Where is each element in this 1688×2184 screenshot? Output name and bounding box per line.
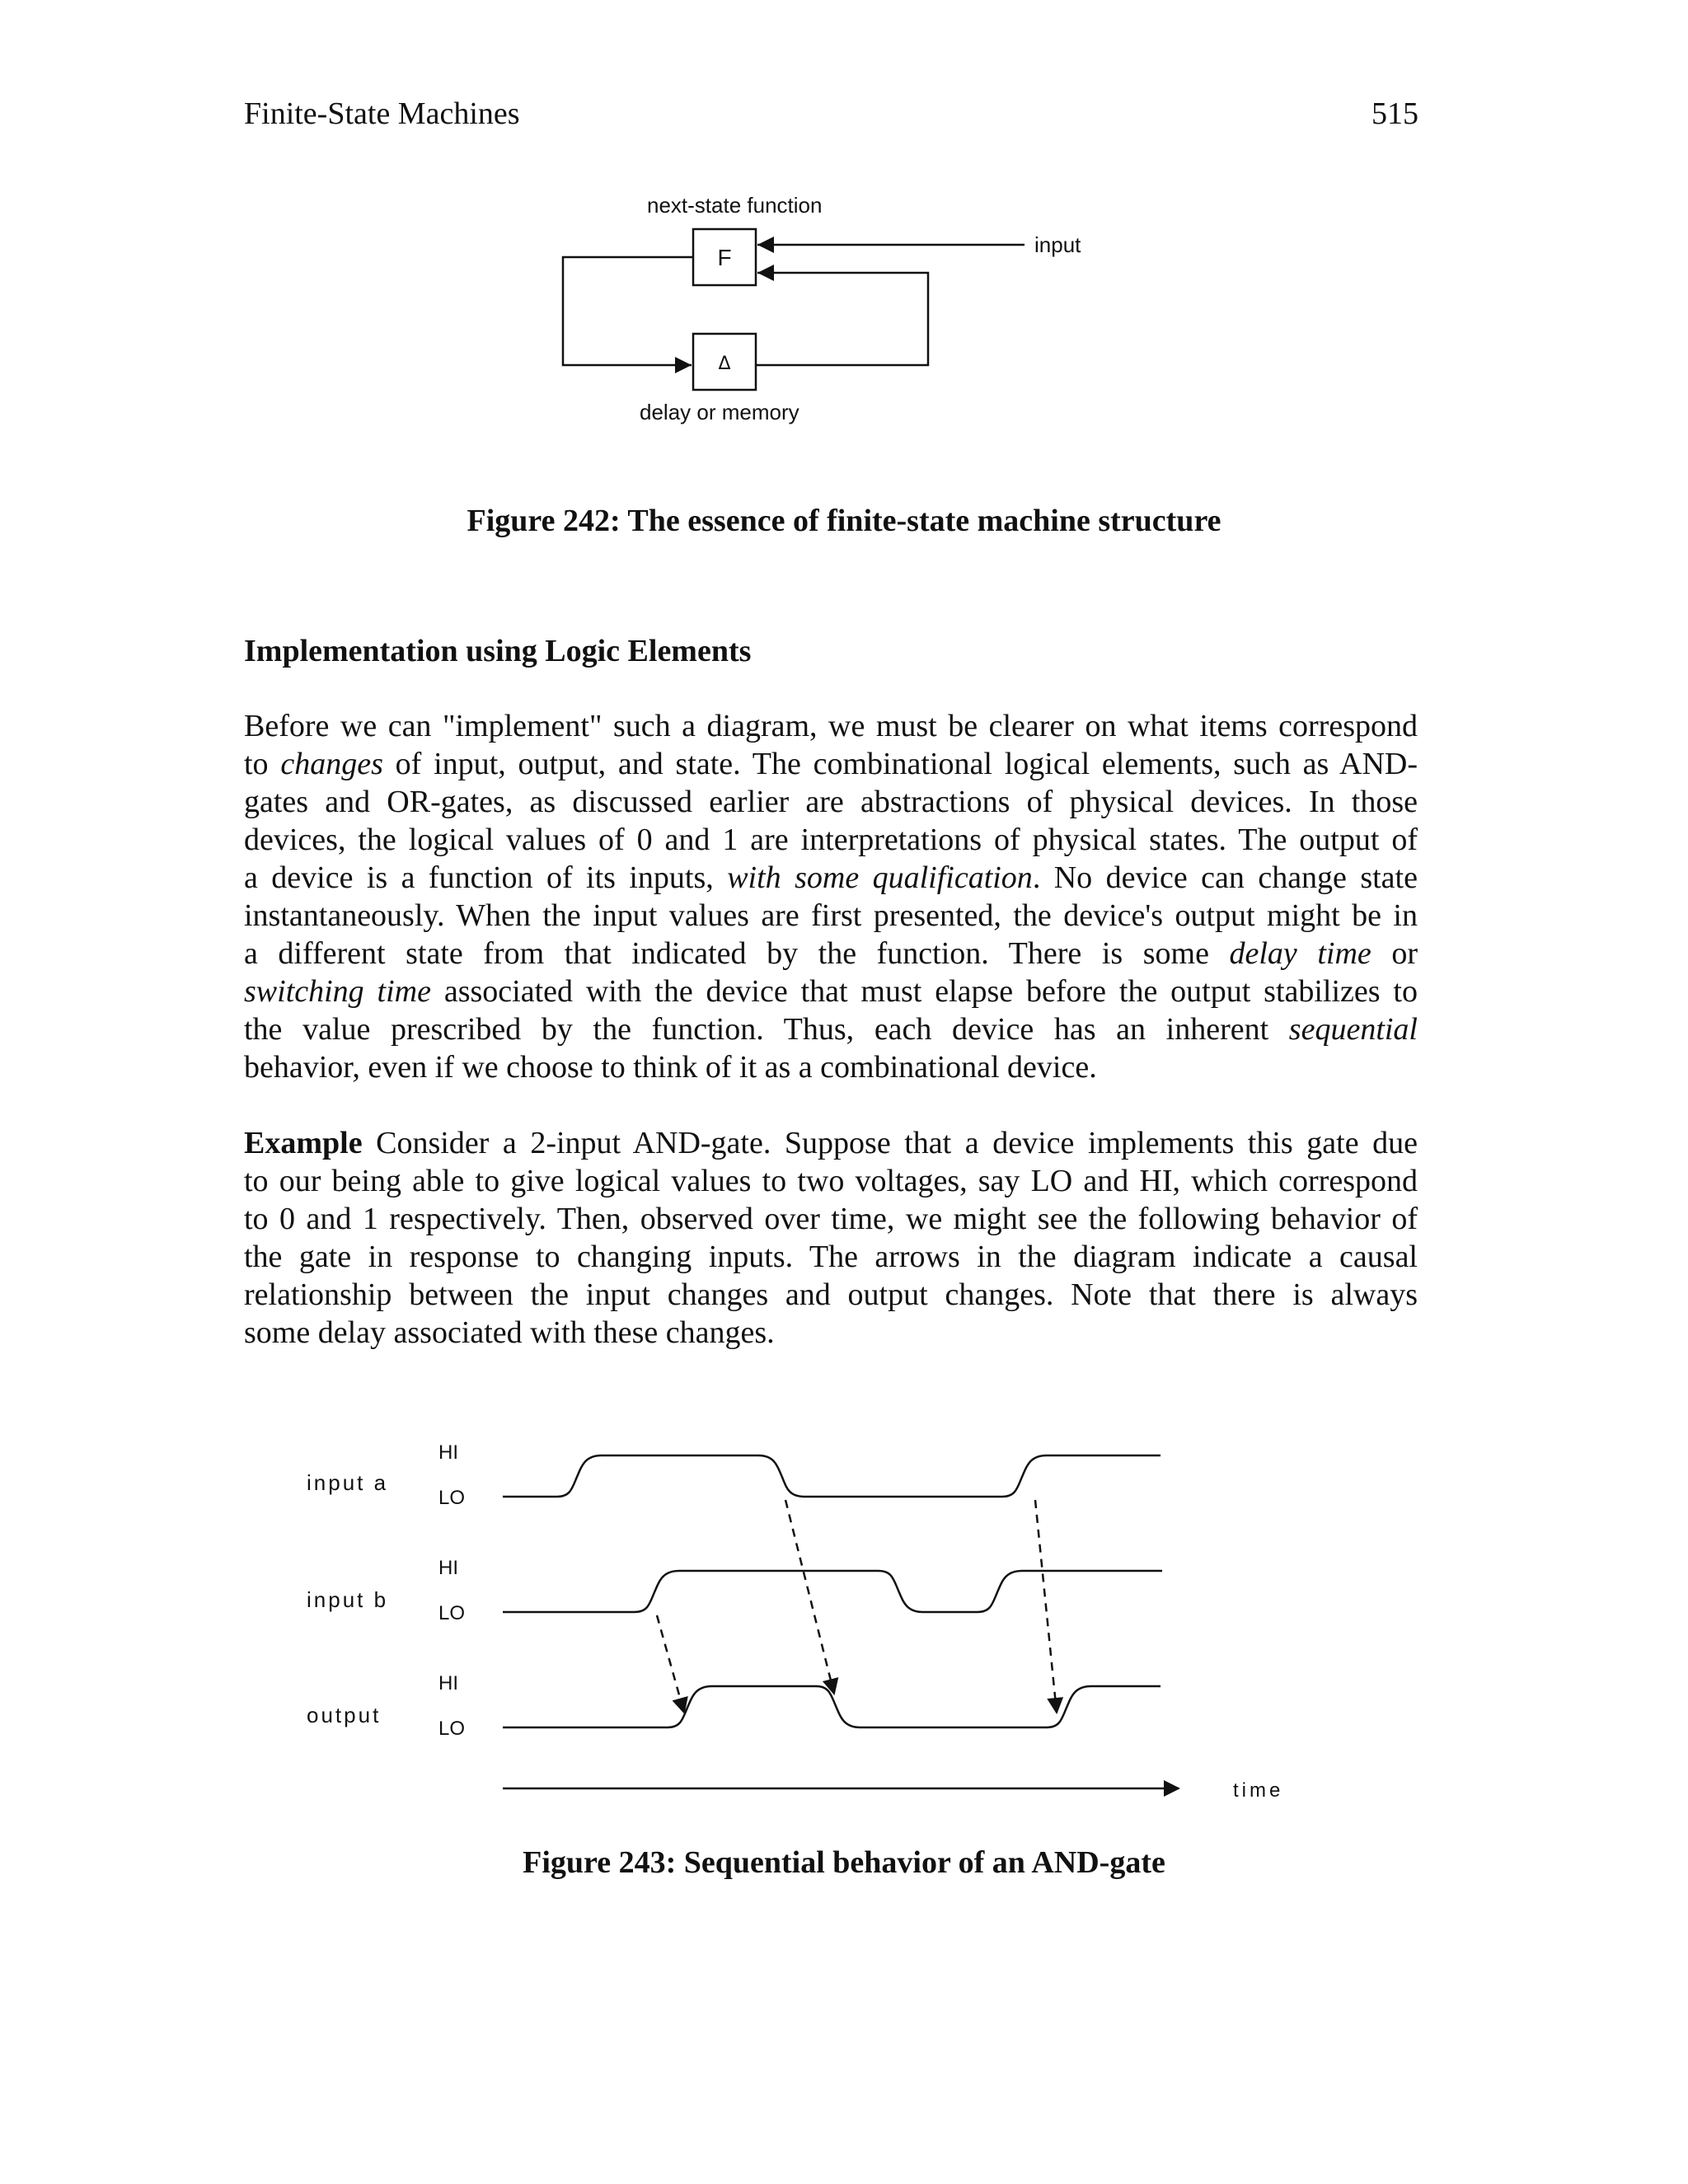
p2-line-5: relationship between the input changes and output changes. Note that there is always: [244, 1277, 1418, 1312]
input-label: input: [1034, 232, 1081, 257]
signal-hi-output: HI: [438, 1672, 458, 1694]
signal-name-input-b: input b: [307, 1587, 389, 1612]
signal-name-input-a: input a: [307, 1470, 389, 1495]
signal-hi-input-b: HI: [438, 1557, 458, 1579]
p1-line-2: to changes of input, output, and state. The combinational logical elements, such as AND-: [244, 747, 1418, 781]
p1-line-6: instantaneously. When the input values are first presented, the device's output might be in: [244, 898, 1418, 933]
p1-line-4: devices, the logical values of 0 and 1 are interpretations of physical states. The output of: [244, 823, 1418, 857]
p1-line-1: Before we can "implement" such a diagram, we must be clearer on what items correspond: [244, 709, 1418, 743]
running-head: Finite-State Machines: [244, 96, 520, 131]
p1-line-7: a different state from that indicated by the function. There is some delay time or: [244, 936, 1418, 971]
next-state-function-label: next-state function: [647, 193, 823, 218]
waveform-input-b: [503, 1571, 1162, 1612]
signal-lo-input-b: LO: [438, 1602, 466, 1624]
paragraph-2: [244, 1124, 1418, 1352]
p1-line-5: a device is a function of its inputs, with some qualification. No device can change state: [244, 860, 1418, 895]
and-gate-timing-diagram: [297, 1434, 1327, 1813]
p1-line-10: behavior, even if we choose to think of it as a combinational device.: [244, 1050, 1097, 1085]
causal-arrow-b-rise: [657, 1615, 684, 1713]
figure-243-caption: Figure 243: Sequential behavior of an AND-gate: [523, 1845, 1165, 1880]
time-axis-label: time: [1233, 1779, 1284, 1802]
paragraph-1: [244, 707, 1418, 1086]
p1-line-9: the value prescribed by the function. Thus, each device has an inherent sequential: [244, 1012, 1418, 1047]
p1-line-8: switching time associated with the device that must elapse before the output stabilizes to: [244, 974, 1418, 1009]
feedback-line-to-f: [756, 273, 928, 365]
delay-or-memory-label: delay or memory: [640, 400, 799, 424]
next-state-box-label: F: [717, 245, 732, 270]
figure-242-caption: Figure 242: The essence of finite-state machine structure: [467, 504, 1221, 538]
p2-line-1: Example Consider a 2-input AND-gate. Suppose that a device implements this gate due: [244, 1126, 1418, 1160]
waveform-output: [503, 1686, 1160, 1727]
causal-arrow-a-rise: [1035, 1500, 1057, 1713]
signal-lo-input-a: LO: [438, 1487, 466, 1509]
p2-line-3: to 0 and 1 respectively. Then, observed over time, we might see the following behavior of: [244, 1202, 1418, 1236]
p2-line-4: the gate in response to changing inputs. The arrows in the diagram indicate a causal: [244, 1240, 1418, 1274]
p1-line-3: gates and OR-gates, as discussed earlier are abstractions of physical devices. In those: [244, 785, 1418, 819]
section-heading: Implementation using Logic Elements: [244, 634, 752, 668]
delay-box-label: Δ: [718, 354, 731, 374]
waveform-input-a: [503, 1455, 1160, 1497]
page-number: 515: [1372, 96, 1418, 131]
signal-hi-input-a: HI: [438, 1441, 458, 1464]
causal-arrow-a-fall: [785, 1500, 834, 1694]
fsm-structure-diagram: [544, 190, 1170, 462]
p2-line-2: to our being able to give logical values to two voltages, say LO and HI, which correspond: [244, 1164, 1418, 1198]
p2-line-6: some delay associated with these changes.: [244, 1315, 775, 1350]
signal-lo-output: LO: [438, 1718, 466, 1740]
signal-name-output: output: [307, 1703, 382, 1727]
feedback-line-to-delay: [563, 257, 693, 365]
